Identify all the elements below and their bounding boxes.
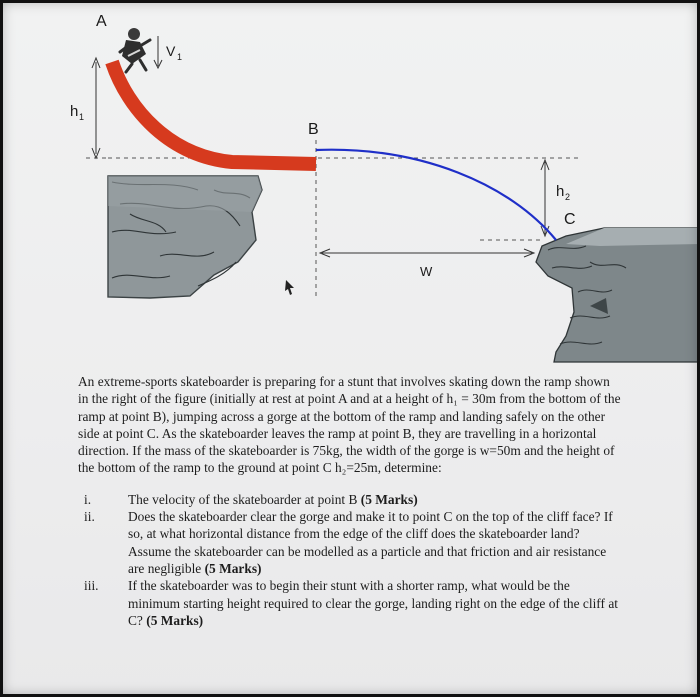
- question-text: Does the skateboarder clear the gorge and make it to point C on the top of the cliff face? If so, at what horizontal distance from the edge of the cliff does the skateboarder land? Assume the skateboarder can be modelled as a particle and that friction and air resistance are negligible: [128, 509, 613, 576]
- question-list: [78, 491, 623, 629]
- label-a: A: [96, 13, 107, 30]
- label-h2: h: [556, 183, 565, 200]
- question-marks: (5 Marks): [360, 491, 418, 507]
- problem-statement: [78, 373, 623, 629]
- question-text: The velocity of the skateboarder at point B: [128, 491, 361, 507]
- question-item: [78, 491, 623, 508]
- label-v1: V: [166, 43, 176, 59]
- question-item: [78, 508, 623, 577]
- ramp: [112, 62, 316, 164]
- label-w: W: [420, 264, 433, 279]
- label-c: C: [564, 211, 576, 228]
- label-h1-sub: 1: [79, 112, 85, 122]
- question-text: If the skateboarder was to begin their stunt with a shorter ramp, what would be the minimum starting height required to clear the gorge, landing right on the edge of the cliff at C?: [128, 578, 618, 628]
- cursor-arrow-icon: [285, 280, 294, 295]
- skateboarder-icon: [120, 28, 150, 72]
- question-number: iii.: [84, 578, 99, 594]
- label-b: B: [308, 121, 319, 138]
- question-marks: (5 Marks): [204, 560, 262, 576]
- label-v1-sub: 1: [177, 52, 183, 62]
- question-item: [78, 577, 623, 629]
- question-marks: (5 Marks): [146, 612, 204, 628]
- label-h1: h: [70, 103, 79, 120]
- question-number: ii.: [84, 509, 95, 525]
- question-number: i.: [84, 491, 92, 507]
- problem-text: An extreme-sports skateboarder is preparing for a stunt that involves skating down the ramp shown in the right of the figure (initially at rest at point A and at a height of h₁ = 30m from the bottom of the ramp at point B), jumping across a gorge at the bottom of the ramp and landing safely on the other side at point C. As the skateboarder leaves the ramp at point B, they are travelling in a horizontal direction. If the mass of the skateboarder is 75kg, the width of the gorge is w=50m and the height of the bottom of the ramp to the ground at point C h₂=25m, determine:: [78, 374, 621, 476]
- left-cliff: [108, 176, 262, 298]
- right-cliff: [536, 228, 700, 362]
- trajectory-curve: [316, 150, 556, 240]
- label-h2-sub: 2: [565, 192, 571, 202]
